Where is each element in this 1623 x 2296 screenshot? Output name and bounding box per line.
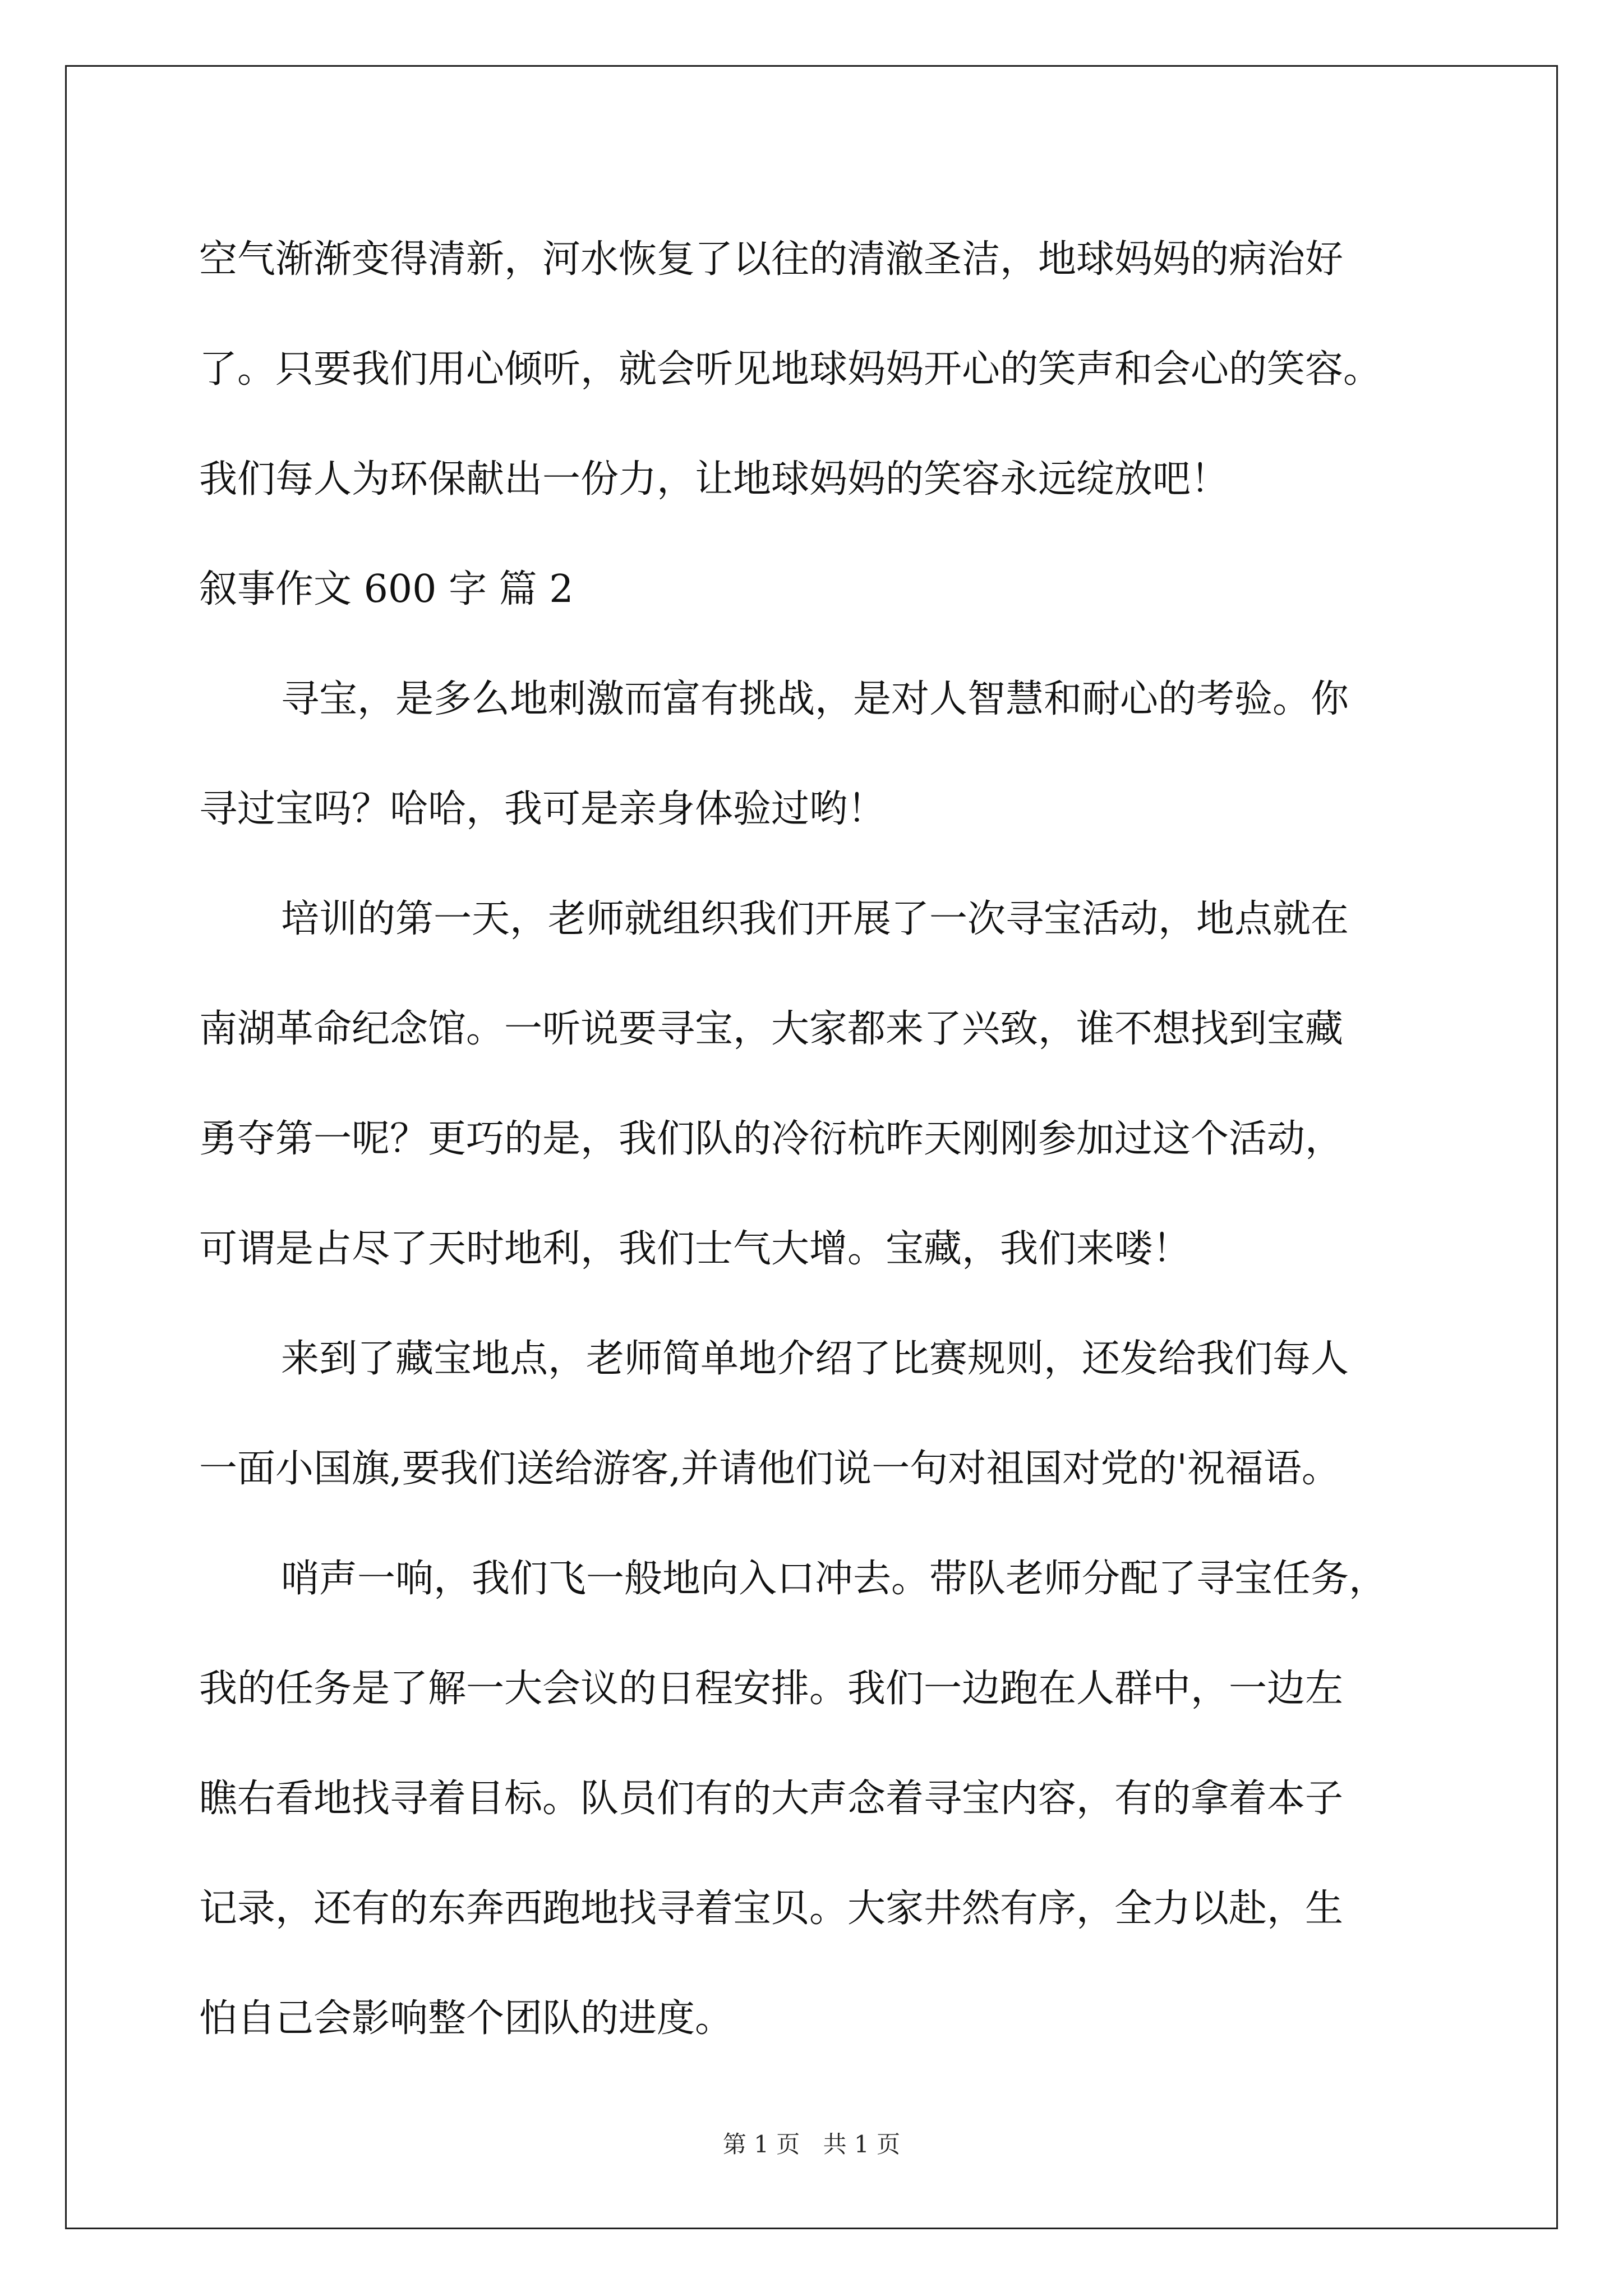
- text-line: 我的任务是了解一大会议的日程安排。我们一边跑在人群中，一边左: [199, 1667, 1344, 1711]
- document-body: [199, 205, 1433, 2074]
- text-line: 培训的第一天，老师就组织我们开展了一次寻宝活动，地点就在: [281, 897, 1349, 941]
- text-line: 空气渐渐变得清新，河水恢复了以往的清澈圣洁，地球妈妈的病治好: [199, 237, 1344, 282]
- text-line: 哨声一响，我们飞一般地向入口冲去。带队老师分配了寻宝任务，: [281, 1557, 1387, 1601]
- text-line: 怕自己会影响整个团队的进度。: [199, 1996, 734, 2041]
- page-count: 共 1 页: [823, 2131, 901, 2158]
- text-line: 记录，还有的东奔西跑地找寻着宝贝。大家井然有序，全力以赴，生: [199, 1887, 1344, 1931]
- text-line: 寻过宝吗？哈哈，我可是亲身体验过哟！: [199, 787, 886, 831]
- text-line: 来到了藏宝地点，老师简单地介绍了比赛规则，还发给我们每人: [281, 1337, 1349, 1381]
- text-line: 瞧右看地找寻着目标。队员们有的大声念着寻宝内容，有的拿着本子: [199, 1777, 1344, 1821]
- section-heading: 叙事作文 600 字 篇 2: [199, 567, 574, 611]
- page-number: 第 1 页: [722, 2131, 800, 2158]
- text-line: 可谓是占尽了天时地利，我们士气大增。宝藏，我们来喽！: [199, 1227, 1191, 1271]
- text-line: 寻宝，是多么地刺激而富有挑战，是对人智慧和耐心的考验。你: [281, 677, 1349, 721]
- text-line: 勇夺第一呢？更巧的是，我们队的冷衍杭昨天刚刚参加过这个活动，: [199, 1117, 1344, 1161]
- text-line: 我们每人为环保献出一份力，让地球妈妈的笑容永远绽放吧！: [199, 457, 1229, 501]
- text-line: 南湖革命纪念馆。一听说要寻宝，大家都来了兴致，谁不想找到宝藏: [199, 1007, 1344, 1051]
- text-line: 了。只要我们用心倾听，就会听见地球妈妈开心的笑声和会心的笑容。: [199, 347, 1382, 392]
- page-footer: [0, 2126, 1623, 2160]
- text-line: 一面小国旗,要我们送给游客,并请他们说一句对祖国对党的'祝福语。: [199, 1447, 1340, 1491]
